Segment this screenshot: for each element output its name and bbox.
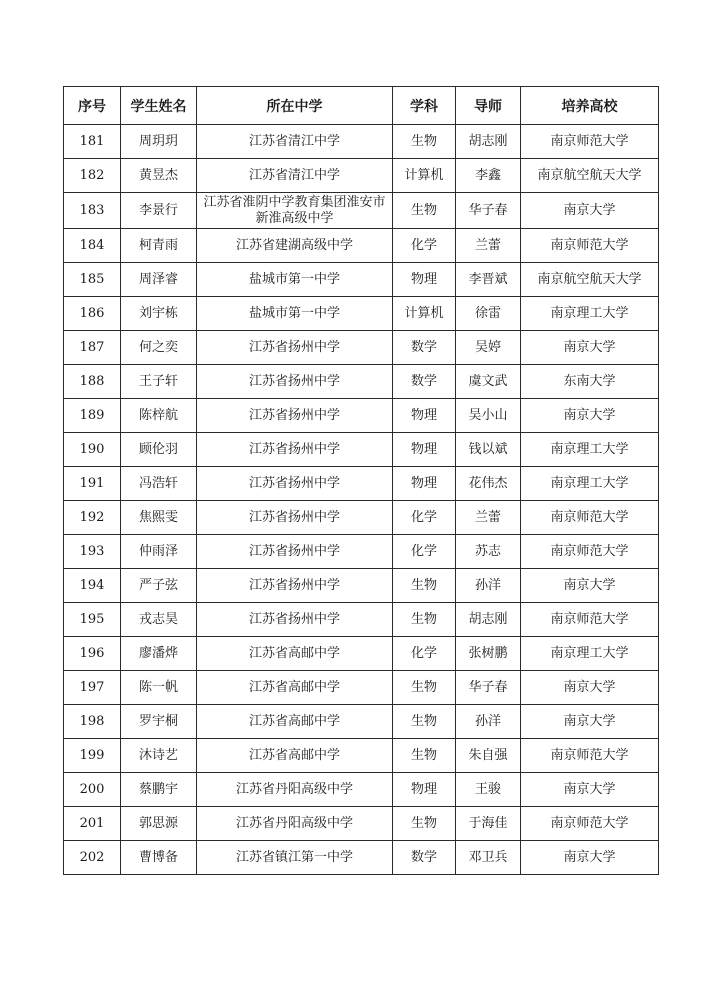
cell-mentor: 李鑫 [456, 159, 521, 193]
cell-index: 202 [64, 841, 121, 875]
cell-school: 江苏省扬州中学 [197, 569, 393, 603]
cell-subject: 物理 [393, 263, 456, 297]
table-row [64, 603, 659, 637]
cell-subject: 生物 [393, 193, 456, 229]
cell-student-name: 冯浩轩 [121, 467, 197, 501]
cell-student-name: 陈梓航 [121, 399, 197, 433]
cell-mentor: 吴小山 [456, 399, 521, 433]
cell-school: 江苏省高邮中学 [197, 671, 393, 705]
table-row [64, 841, 659, 875]
header-mentor: 导师 [456, 87, 521, 125]
cell-mentor: 张树鹏 [456, 637, 521, 671]
cell-school: 江苏省清江中学 [197, 159, 393, 193]
cell-index: 199 [64, 739, 121, 773]
cell-school: 江苏省扬州中学 [197, 467, 393, 501]
cell-university: 南京大学 [521, 671, 659, 705]
cell-university: 南京大学 [521, 841, 659, 875]
student-roster-table [63, 86, 659, 875]
cell-student-name: 何之奕 [121, 331, 197, 365]
cell-school: 江苏省扬州中学 [197, 501, 393, 535]
cell-mentor: 徐雷 [456, 297, 521, 331]
cell-mentor: 于海佳 [456, 807, 521, 841]
table-row [64, 263, 659, 297]
cell-university: 南京师范大学 [521, 739, 659, 773]
cell-school: 江苏省镇江第一中学 [197, 841, 393, 875]
cell-university: 南京理工大学 [521, 467, 659, 501]
cell-mentor: 胡志刚 [456, 603, 521, 637]
table-row [64, 159, 659, 193]
cell-mentor: 邓卫兵 [456, 841, 521, 875]
table-row [64, 365, 659, 399]
cell-index: 196 [64, 637, 121, 671]
header-subject: 学科 [393, 87, 456, 125]
table-row [64, 671, 659, 705]
cell-student-name: 焦熙雯 [121, 501, 197, 535]
cell-subject: 物理 [393, 773, 456, 807]
cell-student-name: 顾伦羽 [121, 433, 197, 467]
cell-index: 191 [64, 467, 121, 501]
cell-index: 192 [64, 501, 121, 535]
cell-student-name: 柯青雨 [121, 229, 197, 263]
cell-mentor: 兰蕾 [456, 501, 521, 535]
cell-mentor: 苏志 [456, 535, 521, 569]
cell-index: 188 [64, 365, 121, 399]
cell-university: 南京航空航天大学 [521, 159, 659, 193]
cell-school: 江苏省扬州中学 [197, 433, 393, 467]
cell-student-name: 廖潘烨 [121, 637, 197, 671]
cell-subject: 化学 [393, 535, 456, 569]
cell-school: 江苏省扬州中学 [197, 365, 393, 399]
table-row [64, 297, 659, 331]
table-row [64, 807, 659, 841]
cell-university: 南京师范大学 [521, 535, 659, 569]
cell-subject: 数学 [393, 841, 456, 875]
cell-university: 南京航空航天大学 [521, 263, 659, 297]
cell-university: 南京师范大学 [521, 807, 659, 841]
cell-school: 江苏省高邮中学 [197, 705, 393, 739]
cell-university: 南京理工大学 [521, 637, 659, 671]
cell-mentor: 李晋斌 [456, 263, 521, 297]
cell-school: 江苏省丹阳高级中学 [197, 773, 393, 807]
cell-university: 南京大学 [521, 569, 659, 603]
cell-university: 南京师范大学 [521, 125, 659, 159]
cell-school: 江苏省建湖高级中学 [197, 229, 393, 263]
table-row [64, 399, 659, 433]
cell-school: 江苏省扬州中学 [197, 399, 393, 433]
cell-student-name: 黄昱杰 [121, 159, 197, 193]
table-header-row [64, 87, 659, 125]
header-university: 培养高校 [521, 87, 659, 125]
cell-index: 183 [64, 193, 121, 229]
cell-school: 江苏省淮阴中学教育集团淮安市新淮高级中学 [197, 193, 393, 229]
cell-university: 南京大学 [521, 773, 659, 807]
cell-mentor: 华子春 [456, 671, 521, 705]
cell-index: 200 [64, 773, 121, 807]
cell-index: 181 [64, 125, 121, 159]
cell-mentor: 吴婷 [456, 331, 521, 365]
cell-subject: 数学 [393, 331, 456, 365]
cell-school: 江苏省清江中学 [197, 125, 393, 159]
header-index: 序号 [64, 87, 121, 125]
cell-subject: 计算机 [393, 297, 456, 331]
cell-mentor: 孙洋 [456, 569, 521, 603]
cell-subject: 生物 [393, 739, 456, 773]
cell-mentor: 花伟杰 [456, 467, 521, 501]
cell-subject: 物理 [393, 467, 456, 501]
table-row [64, 331, 659, 365]
cell-mentor: 朱自强 [456, 739, 521, 773]
cell-index: 185 [64, 263, 121, 297]
table-row [64, 535, 659, 569]
table-row [64, 773, 659, 807]
cell-school: 盐城市第一中学 [197, 263, 393, 297]
cell-university: 南京大学 [521, 193, 659, 229]
cell-index: 197 [64, 671, 121, 705]
cell-subject: 生物 [393, 603, 456, 637]
cell-index: 187 [64, 331, 121, 365]
cell-subject: 数学 [393, 365, 456, 399]
cell-index: 182 [64, 159, 121, 193]
cell-mentor: 胡志刚 [456, 125, 521, 159]
cell-subject: 生物 [393, 807, 456, 841]
cell-student-name: 周泽睿 [121, 263, 197, 297]
cell-school: 江苏省扬州中学 [197, 535, 393, 569]
table-row [64, 501, 659, 535]
cell-student-name: 李景行 [121, 193, 197, 229]
cell-student-name: 周玥玥 [121, 125, 197, 159]
cell-mentor: 钱以斌 [456, 433, 521, 467]
cell-student-name: 罗宇桐 [121, 705, 197, 739]
table-row [64, 569, 659, 603]
cell-school: 江苏省扬州中学 [197, 603, 393, 637]
cell-mentor: 兰蕾 [456, 229, 521, 263]
cell-university: 南京大学 [521, 399, 659, 433]
cell-student-name: 严子弦 [121, 569, 197, 603]
table-row [64, 705, 659, 739]
cell-subject: 化学 [393, 229, 456, 263]
cell-school: 江苏省丹阳高级中学 [197, 807, 393, 841]
cell-student-name: 陈一帆 [121, 671, 197, 705]
cell-student-name: 仲雨泽 [121, 535, 197, 569]
cell-school: 江苏省扬州中学 [197, 331, 393, 365]
cell-university: 南京理工大学 [521, 433, 659, 467]
cell-subject: 化学 [393, 501, 456, 535]
cell-university: 南京理工大学 [521, 297, 659, 331]
cell-student-name: 王子轩 [121, 365, 197, 399]
table-row [64, 229, 659, 263]
cell-index: 189 [64, 399, 121, 433]
cell-index: 194 [64, 569, 121, 603]
cell-index: 190 [64, 433, 121, 467]
cell-student-name: 刘宇栋 [121, 297, 197, 331]
cell-index: 193 [64, 535, 121, 569]
table-row [64, 739, 659, 773]
cell-university: 南京大学 [521, 331, 659, 365]
cell-subject: 生物 [393, 125, 456, 159]
cell-school: 江苏省高邮中学 [197, 739, 393, 773]
cell-university: 东南大学 [521, 365, 659, 399]
cell-subject: 生物 [393, 705, 456, 739]
cell-school: 江苏省高邮中学 [197, 637, 393, 671]
cell-mentor: 华子春 [456, 193, 521, 229]
cell-student-name: 曹博备 [121, 841, 197, 875]
table-row [64, 637, 659, 671]
cell-index: 198 [64, 705, 121, 739]
cell-subject: 物理 [393, 433, 456, 467]
cell-student-name: 戎志昊 [121, 603, 197, 637]
cell-index: 184 [64, 229, 121, 263]
table-row [64, 467, 659, 501]
cell-university: 南京师范大学 [521, 229, 659, 263]
cell-student-name: 蔡鹏宇 [121, 773, 197, 807]
cell-student-name: 郭思源 [121, 807, 197, 841]
cell-university: 南京师范大学 [521, 501, 659, 535]
cell-index: 186 [64, 297, 121, 331]
table-body [64, 125, 659, 875]
cell-subject: 生物 [393, 671, 456, 705]
cell-subject: 计算机 [393, 159, 456, 193]
table-row [64, 193, 659, 229]
cell-subject: 化学 [393, 637, 456, 671]
cell-subject: 生物 [393, 569, 456, 603]
table-row [64, 433, 659, 467]
cell-mentor: 虞文武 [456, 365, 521, 399]
header-school: 所在中学 [197, 87, 393, 125]
header-name: 学生姓名 [121, 87, 197, 125]
cell-university: 南京师范大学 [521, 603, 659, 637]
cell-index: 201 [64, 807, 121, 841]
cell-student-name: 沐诗艺 [121, 739, 197, 773]
cell-index: 195 [64, 603, 121, 637]
cell-university: 南京大学 [521, 705, 659, 739]
table-row [64, 125, 659, 159]
cell-school: 盐城市第一中学 [197, 297, 393, 331]
cell-mentor: 王骏 [456, 773, 521, 807]
cell-mentor: 孙洋 [456, 705, 521, 739]
cell-subject: 物理 [393, 399, 456, 433]
